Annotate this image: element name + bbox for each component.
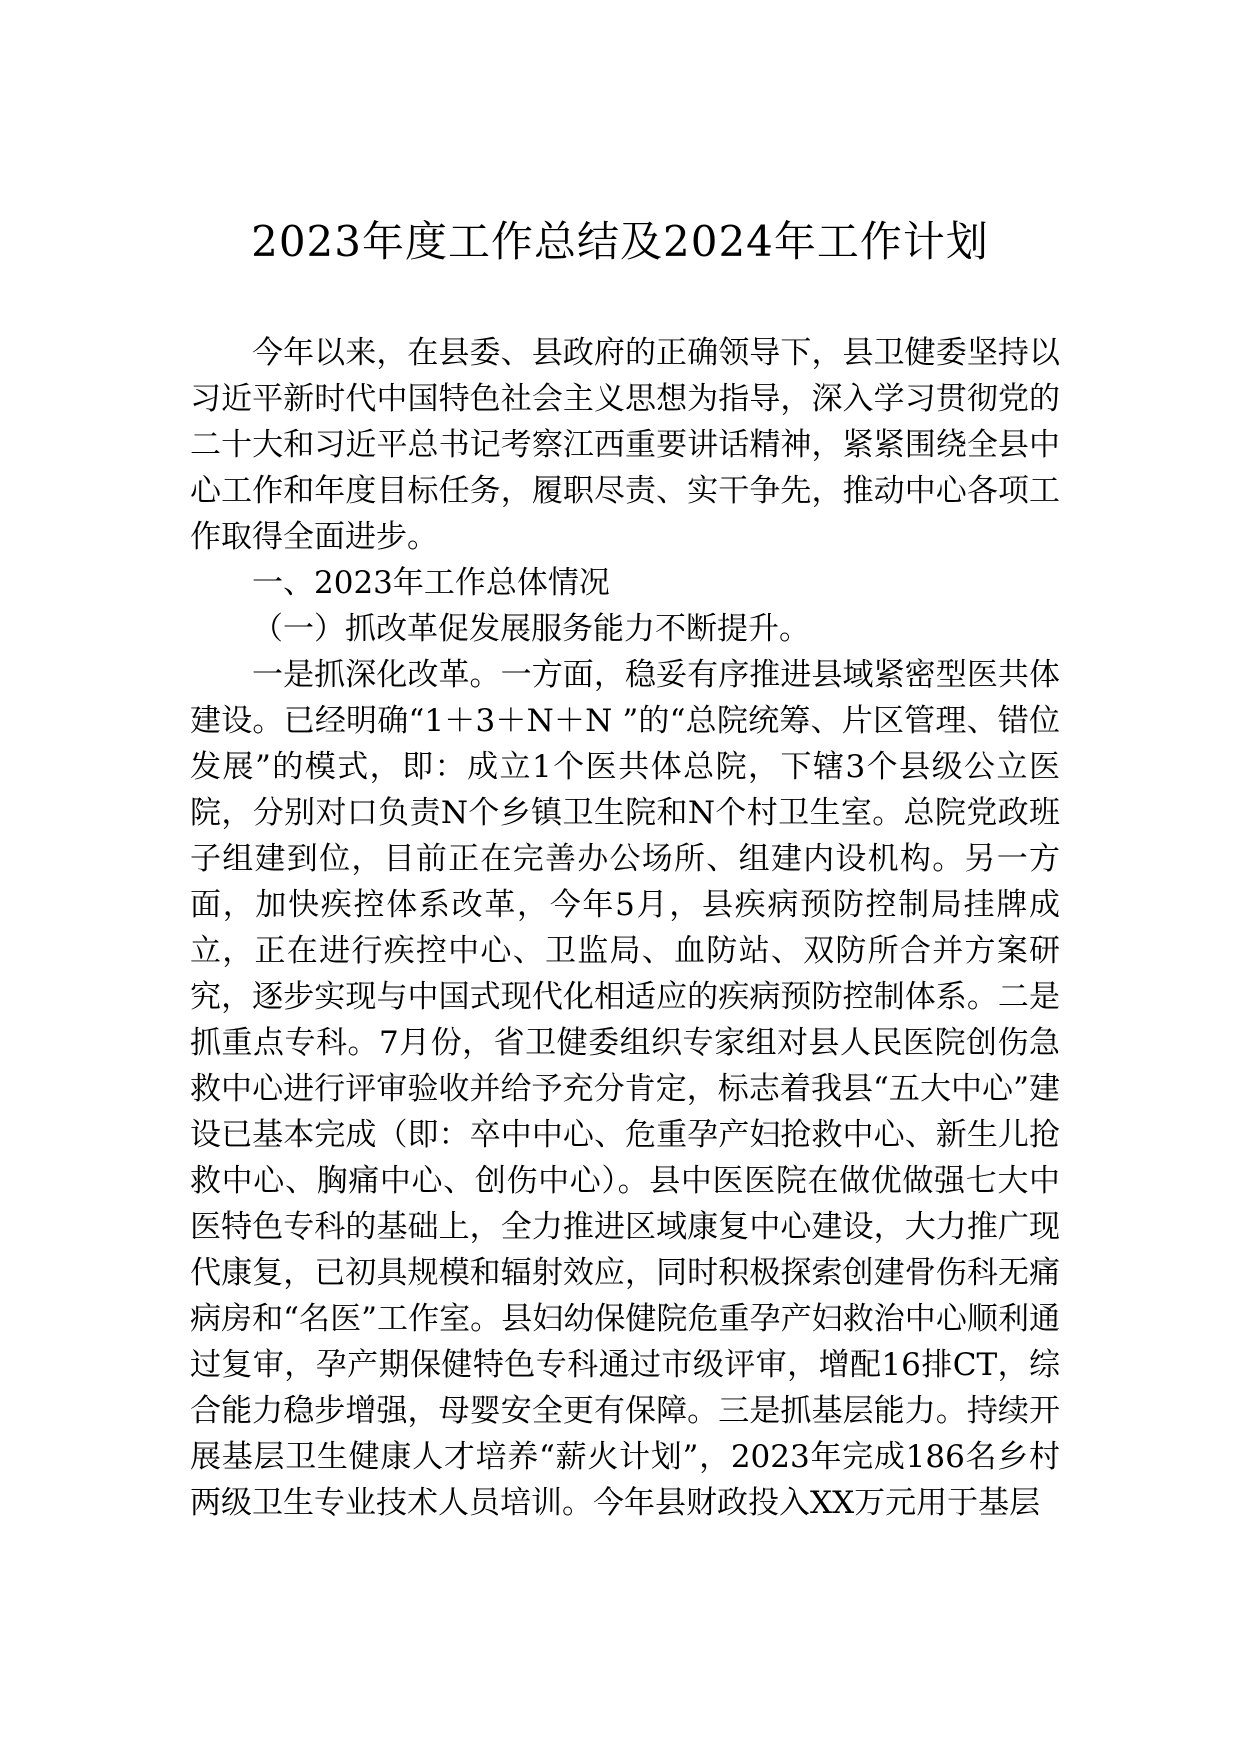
document-body <box>190 330 1060 1526</box>
document-title: 2023年度工作总结及2024年工作计划 <box>251 217 989 266</box>
body-paragraph: 一是抓深化改革。一方面，稳妥有序推进县域紧密型医共体建设。已经明确“1＋3＋N＋N ”的“总院统筹、片区管理、错位发展”的模式，即：成立1个医共体总院，下辖3个县级公立医院，分别对口负责N个乡镇卫生院和N个村卫生室。总院党政班子组建到位，目前正在完善办公场所、组建内设机构。另一方面，加快疾控体系改革，今年5月，县疾病预防控制局挂牌成立，正在进行疾控中心、卫监局、血防站、双防所合并方案研究，逐步实现与中国式现代化相适应的疾病预防控制体系。二是抓重点专科。7月份，省卫健委组织专家组对县人民医院创伤急救中心进行评审验收并给予充分肯定，标志着我县“五大中心”建设已基本完成（即：卒中中心、危重孕产妇抢救中心、新生儿抢救中心、胸痛中心、创伤中心）。县中医医院在做优做强七大中医特色专科的基础上，全力推进区域康复中心建设，大力推广现代康复，已初具规模和辐射效应，同时积极探索创建骨伤科无痛病房和“名医”工作室。县妇幼保健院危重孕产妇救治中心顺利通过复审，孕产期保健特色专科通过市级评审，增配16排CT，综合能力稳步增强，母婴安全更有保障。三是抓基层能力。持续开展基层卫生健康人才培养“薪火计划”，2023年完成186名乡村两级卫生专业技术人员培训。今年县财政投入XX万元用于基层 <box>190 657 1060 1521</box>
intro-paragraph: 今年以来，在县委、县政府的正确领导下，县卫健委坚持以习近平新时代中国特色社会主义思想为指导，深入学习贯彻党的二十大和习近平总书记考察江西重要讲话精神，紧紧围绕全县中心工作和年度目标任务，履职尽责、实干争先，推动中心各项工作取得全面进步。 <box>190 335 1060 555</box>
section-heading: 一、2023年工作总体情况 <box>252 565 610 601</box>
subsection-heading: （一）抓改革促发展服务能力不断提升。 <box>252 611 810 647</box>
